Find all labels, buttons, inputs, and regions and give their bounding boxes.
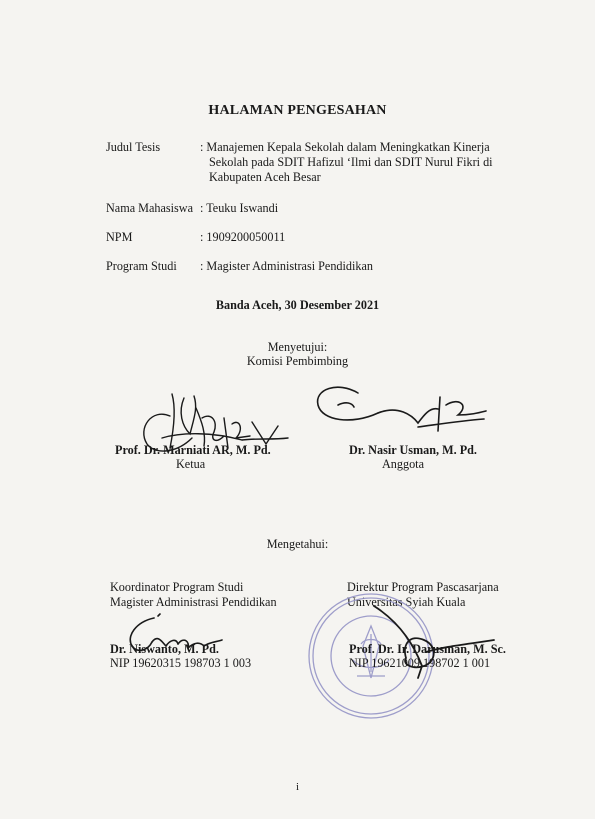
- prodi-value: : Magister Administrasi Pendidikan: [200, 259, 373, 273]
- coordinator-title-1: Koordinator Program Studi: [110, 580, 244, 594]
- nama-value: : Teuku Iswandi: [200, 201, 279, 215]
- director-name: Prof. Dr. Ir. Darusman, M. Sc.: [349, 642, 506, 656]
- page-number: i: [295, 781, 300, 793]
- director-title-1: Direktur Program Pascasarjana: [347, 580, 499, 594]
- judul-line-2: Sekolah pada SDIT Hafizul ‘Ilmi dan SDIT Nurul Fikri di: [209, 155, 493, 169]
- member-name: Dr. Nasir Usman, M. Pd.: [349, 443, 477, 457]
- director-title-2: Universitas Syiah Kuala: [347, 595, 466, 609]
- npm-label: NPM: [106, 230, 133, 244]
- judul-line-1: : Manajemen Kepala Sekolah dalam Meningkatkan Kinerja: [200, 140, 490, 154]
- chair-name: Prof. Dr. Marniati AR, M. Pd.: [115, 443, 271, 457]
- judul-label: Judul Tesis: [106, 140, 161, 154]
- coordinator-title-2: Magister Administrasi Pendidikan: [110, 595, 277, 609]
- coordinator-nip: NIP 19620315 198703 1 003: [110, 656, 252, 670]
- coordinator-name: Dr. Niswanto, M. Pd.: [110, 642, 219, 656]
- page-title: HALAMAN PENGESAHAN: [208, 103, 387, 118]
- nama-label: Nama Mahasiswa: [106, 201, 193, 215]
- prodi-label: Program Studi: [106, 259, 177, 273]
- approval-heading: Menyetujui:: [267, 340, 328, 354]
- place-date: Banda Aceh, 30 Desember 2021: [215, 298, 380, 312]
- acknowledgement-heading: Mengetahui:: [266, 537, 329, 551]
- director-nip: NIP 19621009 198702 1 001: [349, 656, 491, 670]
- judul-line-3: Kabupaten Aceh Besar: [209, 170, 321, 184]
- member-role: Anggota: [382, 457, 424, 471]
- chair-role: Ketua: [176, 457, 206, 471]
- member-signature: [308, 375, 488, 445]
- npm-value: : 1909200050011: [200, 230, 286, 244]
- committee-label: Komisi Pembimbing: [246, 354, 349, 368]
